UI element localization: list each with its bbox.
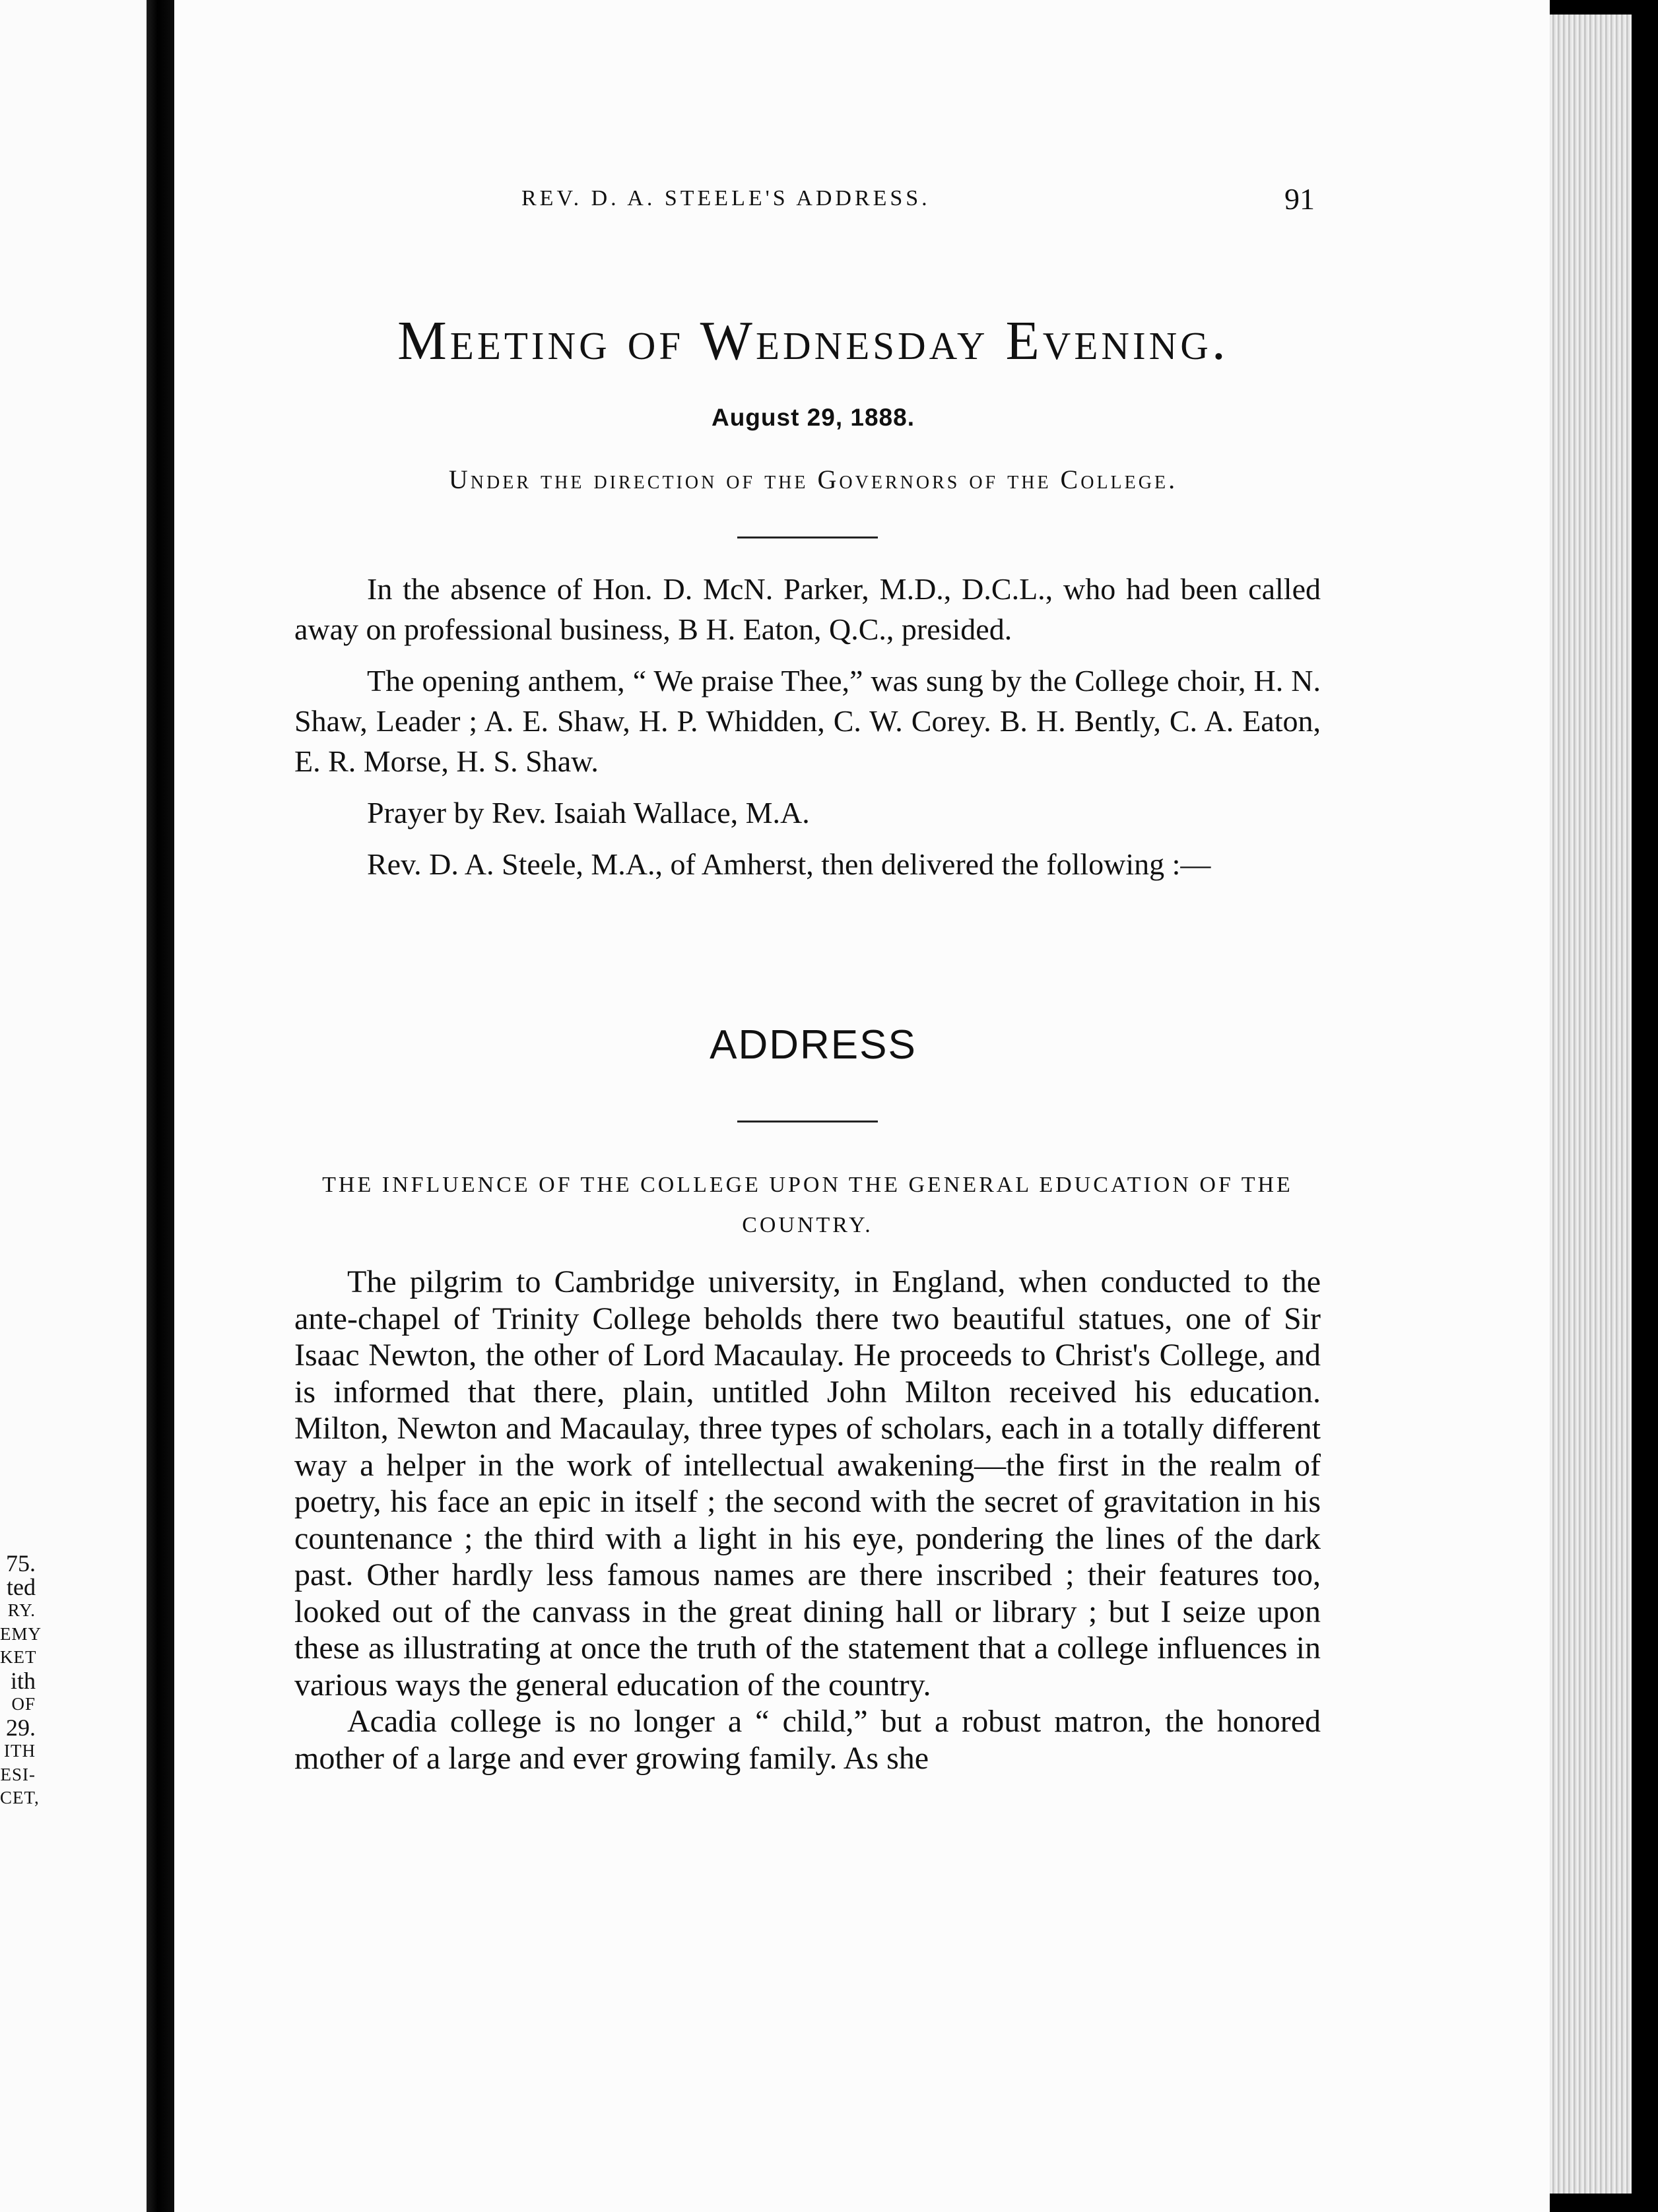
meeting-date: August 29, 1888. <box>711 404 915 431</box>
intro-paragraph: Rev. D. A. Steele, M.A., of Amherst, then delivered the following :— <box>367 847 1211 881</box>
page-stack-top <box>1550 0 1658 15</box>
margin-line: 75. <box>6 1550 36 1577</box>
margin-line: 29. <box>6 1714 36 1741</box>
direction-line: Under the direction of the Governors of the College. <box>448 465 1178 494</box>
address-heading: ADDRESS <box>710 1022 917 1068</box>
margin-line: KET <box>0 1647 37 1667</box>
page-number: 91 <box>1284 182 1315 216</box>
intro-paragraph: Prayer by Rev. Isaiah Wallace, M.A. <box>367 796 810 830</box>
body-paragraph: The pilgrim to Cambridge university, in England, when conducted to the ante-chapel of Trinity College beholds there two beautiful statues, one of Sir Isaac Newton, the other of Lord Macaulay. He proceeds to Christ's College, and is informed that there, plain, untitled John Milton received his education. Milton, Newton and Macaulay, three types of scholars, each in a totally different way a helper in the work of intellectual awakening—the first in the realm of poetry, his face an epic in itself ; the second with the secret of gravitation in his countenance ; the third with a light in his eye, pondering the lines of the dark past. Other hardly less famous names are there inscribed ; their features too, looked out of the canvass in the great dining hall or library ; but I seize upon these as illustrating at once the truth of the statement that a college influences in various ways the general education of the country. <box>294 1264 1321 1703</box>
previous-page-edge <box>0 0 147 2212</box>
body-paragraph: Acadia college is no longer a “ child,” but a robust matron, the honored mother of a large and ever growing family. As she <box>294 1704 1321 1776</box>
intro-paragraph: The opening anthem, “ We praise Thee,” was sung by the College choir, H. N. Shaw, Leader ; A. E. Shaw, H. P. Whidden, C. W. Corey. B. H. Bently, C. A. Eaton, E. R. Morse, H. S. Shaw. <box>294 664 1321 778</box>
intro-paragraphs <box>294 569 1321 895</box>
margin-line: ITH <box>4 1741 36 1761</box>
margin-line: CET, <box>0 1788 40 1807</box>
margin-text-fragment <box>0 1552 147 1810</box>
margin-line: OF <box>11 1694 36 1714</box>
page-title: Meeting of Wednesday Evening. <box>397 310 1229 372</box>
margin-line: ted <box>7 1573 36 1600</box>
address-divider <box>737 1121 878 1122</box>
address-body <box>294 1264 1321 1776</box>
margin-line: EMY <box>0 1623 42 1644</box>
page-stack-edge <box>1550 15 1632 2194</box>
margin-line: ESI- <box>0 1764 36 1784</box>
book-gutter <box>147 0 174 2212</box>
section-divider <box>737 537 878 538</box>
margin-line: RY. <box>7 1600 36 1620</box>
address-subtitle: THE INFLUENCE OF THE COLLEGE UPON THE GENERAL EDUCATION OF THE COUNTRY. <box>322 1173 1293 1237</box>
intro-paragraph: In the absence of Hon. D. McN. Parker, M.D., D.C.L., who had been called away on professional business, B H. Eaton, Q.C., presided. <box>294 572 1321 646</box>
margin-line: ith <box>10 1667 36 1694</box>
running-head: REV. D. A. STEELE'S ADDRESS. <box>521 186 931 211</box>
